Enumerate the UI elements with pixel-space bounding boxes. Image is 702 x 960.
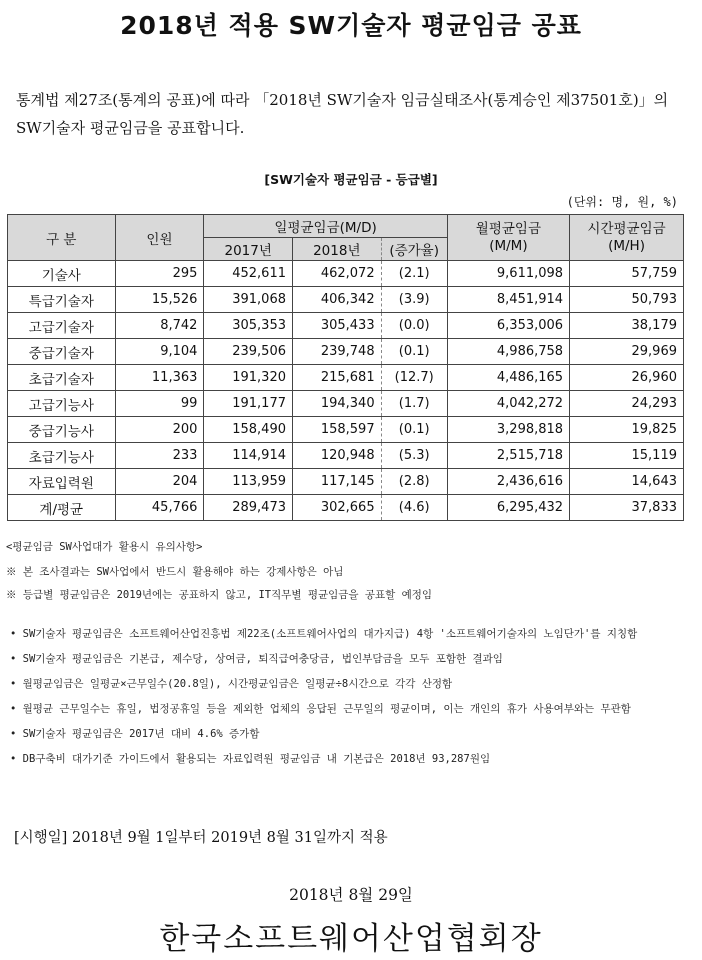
cell-monthly: 2,515,718 — [447, 443, 569, 469]
notes-section — [6, 540, 686, 603]
cell-grade: 초급기능사 — [8, 443, 116, 469]
bullet-item: • SW기술자 평균임금은 2017년 대비 4.6% 증가함 — [10, 728, 260, 740]
cell-2018: 305,433 — [293, 313, 382, 339]
cell-hourly: 29,969 — [570, 339, 684, 365]
cell-hourly: 15,119 — [570, 443, 684, 469]
cell-grade: 중급기능사 — [8, 417, 116, 443]
cell-monthly: 6,295,432 — [447, 495, 569, 521]
table-body — [8, 261, 684, 521]
cell-monthly: 4,486,165 — [447, 365, 569, 391]
notes-heading: <평균임금 SW사업대가 활용시 유의사항> — [6, 541, 203, 553]
cell-2018: 120,948 — [293, 443, 382, 469]
cell-grade: 초급기술자 — [8, 365, 116, 391]
cell-count: 9,104 — [115, 339, 204, 365]
cell-rate: (2.8) — [381, 469, 447, 495]
header-count: 인원 — [115, 215, 204, 261]
issue-date: 2018년 8월 29일 — [289, 886, 413, 904]
intro-line-2: SW기술자 평균임금을 공표합니다. — [16, 119, 245, 137]
cell-2017: 305,353 — [204, 313, 293, 339]
cell-grade: 자료입력원 — [8, 469, 116, 495]
cell-count: 45,766 — [115, 495, 204, 521]
cell-hourly: 37,833 — [570, 495, 684, 521]
table-row — [8, 261, 684, 287]
table-row — [8, 339, 684, 365]
cell-2018: 302,665 — [293, 495, 382, 521]
cell-count: 295 — [115, 261, 204, 287]
cell-grade: 특급기술자 — [8, 287, 116, 313]
page-title: 2018년 적용 SW기술자 평균임금 공표 — [120, 11, 582, 40]
header-rate: (증가율) — [381, 238, 447, 261]
cell-rate: (2.1) — [381, 261, 447, 287]
header-hourly: 시간평균임금 (M/H) — [570, 215, 684, 261]
cell-2017: 114,914 — [204, 443, 293, 469]
cell-monthly: 2,436,616 — [447, 469, 569, 495]
intro-paragraph — [16, 86, 686, 142]
cell-2017: 158,490 — [204, 417, 293, 443]
cell-2017: 239,506 — [204, 339, 293, 365]
cell-hourly: 24,293 — [570, 391, 684, 417]
cell-count: 233 — [115, 443, 204, 469]
cell-2018: 462,072 — [293, 261, 382, 287]
cell-rate: (0.1) — [381, 339, 447, 365]
bullet-item: • 월평균 근무일수는 휴일, 법정공휴일 등을 제외한 업체의 응답된 근무일의 평균이며, 이는 개인의 휴가 사용여부와는 무관함 — [10, 703, 631, 715]
cell-count: 11,363 — [115, 365, 204, 391]
cell-grade: 기술사 — [8, 261, 116, 287]
bullet-item: • SW기술자 평균임금은 기본급, 제수당, 상여금, 퇴직급여충당금, 법인부담금을 모두 포함한 결과임 — [10, 653, 503, 665]
cell-2018: 406,342 — [293, 287, 382, 313]
wage-table — [7, 214, 684, 521]
cell-grade: 계/평균 — [8, 495, 116, 521]
header-monthly: 월평균임금 (M/M) — [447, 215, 569, 261]
cell-rate: (0.1) — [381, 417, 447, 443]
table-row — [8, 287, 684, 313]
table-row — [8, 417, 684, 443]
cell-count: 204 — [115, 469, 204, 495]
cell-rate: (4.6) — [381, 495, 447, 521]
table-row — [8, 391, 684, 417]
cell-2018: 215,681 — [293, 365, 382, 391]
cell-count: 8,742 — [115, 313, 204, 339]
cell-2017: 113,959 — [204, 469, 293, 495]
cell-count: 200 — [115, 417, 204, 443]
cell-hourly: 57,759 — [570, 261, 684, 287]
table-row — [8, 313, 684, 339]
cell-2018: 158,597 — [293, 417, 382, 443]
cell-monthly: 4,986,758 — [447, 339, 569, 365]
header-category: 구 분 — [8, 215, 116, 261]
cell-monthly: 4,042,272 — [447, 391, 569, 417]
unit-label: (단위: 명, 원, %) — [566, 195, 678, 209]
cell-hourly: 19,825 — [570, 417, 684, 443]
cell-monthly: 9,611,098 — [447, 261, 569, 287]
cell-grade: 고급기능사 — [8, 391, 116, 417]
cell-grade: 중급기술자 — [8, 339, 116, 365]
table-row — [8, 365, 684, 391]
cell-hourly: 26,960 — [570, 365, 684, 391]
bullet-item: • SW기술자 평균임금은 소프트웨어산업진흥법 제22조(소프트웨어사업의 대가지급) 4항 '소프트웨어기술자의 노임단가'를 지칭함 — [10, 628, 638, 640]
cell-2017: 191,177 — [204, 391, 293, 417]
bullet-item: • 월평균임금은 일평균×근무일수(20.8일), 시간평균임금은 일평균÷8시간으로 각각 산정함 — [10, 678, 453, 690]
cell-grade: 고급기술자 — [8, 313, 116, 339]
cell-monthly: 3,298,818 — [447, 417, 569, 443]
effective-date-notice: [시행일] 2018년 9월 1일부터 2019년 8월 31일까지 적용 — [14, 830, 388, 846]
cell-rate: (12.7) — [381, 365, 447, 391]
cell-2018: 239,748 — [293, 339, 382, 365]
intro-line-1: 통계법 제27조(통계의 공표)에 따라 「2018년 SW기술자 임금실태조사(통계승인 제37501호)」의 — [16, 91, 669, 109]
cell-hourly: 50,793 — [570, 287, 684, 313]
cell-rate: (5.3) — [381, 443, 447, 469]
cell-count: 99 — [115, 391, 204, 417]
cell-2017: 391,068 — [204, 287, 293, 313]
cell-2017: 289,473 — [204, 495, 293, 521]
cell-rate: (3.9) — [381, 287, 447, 313]
cell-monthly: 6,353,006 — [447, 313, 569, 339]
cell-2017: 191,320 — [204, 365, 293, 391]
cell-rate: (0.0) — [381, 313, 447, 339]
note-item: ※ 등급별 평균임금은 2019년에는 공표하지 않고, IT직무별 평균임금을 공표할 예정임 — [6, 589, 433, 601]
table-row — [8, 495, 684, 521]
cell-2018: 117,145 — [293, 469, 382, 495]
header-2018: 2018년 — [293, 238, 382, 261]
header-2017: 2017년 — [204, 238, 293, 261]
cell-rate: (1.7) — [381, 391, 447, 417]
table-title: [SW기술자 평균임금 - 등급별] — [264, 172, 438, 187]
note-item: ※ 본 조사결과는 SW사업에서 반드시 활용해야 하는 강제사항은 아님 — [6, 566, 344, 578]
bullet-item: • DB구축비 대가기준 가이드에서 활용되는 자료입력원 평균임금 내 기본급은 2018년 93,287원임 — [10, 753, 491, 765]
cell-2017: 452,611 — [204, 261, 293, 287]
cell-monthly: 8,451,914 — [447, 287, 569, 313]
cell-hourly: 38,179 — [570, 313, 684, 339]
cell-count: 15,526 — [115, 287, 204, 313]
header-daily: 일평균임금(M/D) — [204, 215, 447, 238]
bullet-list — [10, 626, 686, 776]
table-row — [8, 443, 684, 469]
cell-hourly: 14,643 — [570, 469, 684, 495]
cell-2018: 194,340 — [293, 391, 382, 417]
signer-name: 한국소프트웨어산업협회장 — [159, 921, 543, 957]
table-row — [8, 469, 684, 495]
